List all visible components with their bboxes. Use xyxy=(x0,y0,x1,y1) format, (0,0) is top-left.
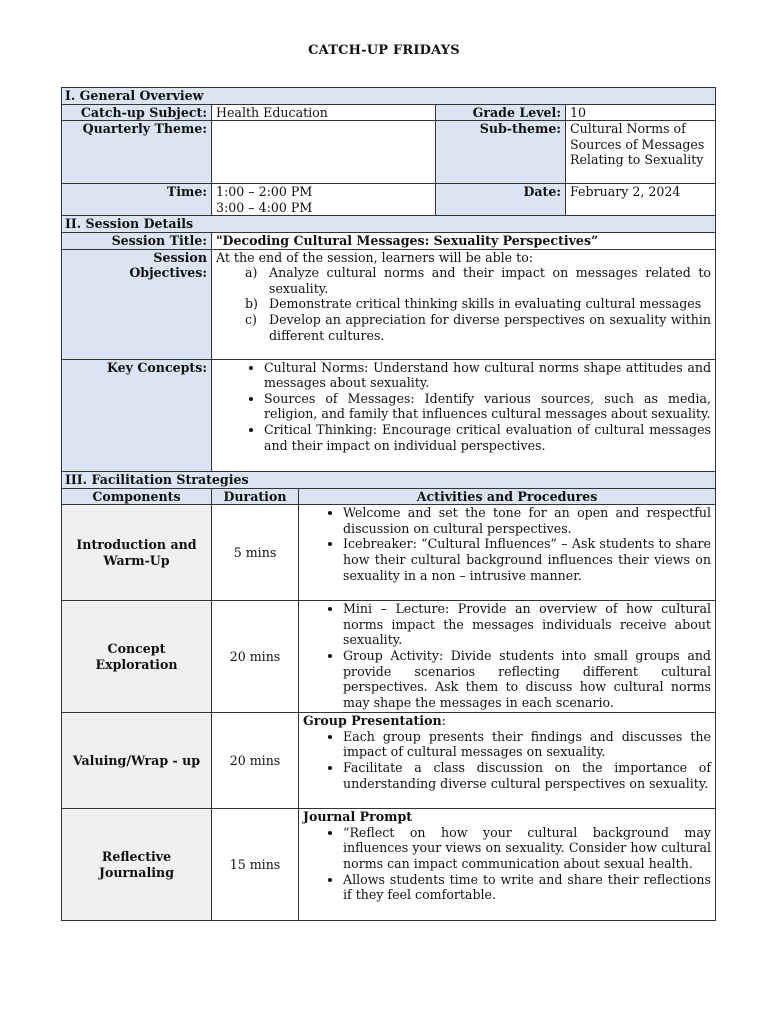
duration-cell: 15 mins xyxy=(212,809,299,921)
activity-item: • Welcome and set the tone for an open and respectful discussion on cultural perspectives. xyxy=(343,505,711,536)
time-value xyxy=(212,184,436,216)
col-activities: Activities and Procedures xyxy=(299,488,716,505)
grade-label: Grade Level: xyxy=(436,104,566,121)
component-cell: Reflective Journaling xyxy=(62,809,212,921)
activity-list xyxy=(303,825,711,903)
activity-lead: Journal Prompt xyxy=(303,809,413,825)
component-cell: Concept Exploration xyxy=(62,601,212,713)
subtheme-label: Sub-theme: xyxy=(436,121,566,184)
objective-marker: b) xyxy=(245,296,258,312)
objectives-intro: At the end of the session, learners will be able to: xyxy=(216,249,534,265)
component-cell: Valuing/Wrap - up xyxy=(62,713,212,809)
time-slot-1: 1:00 – 2:00 PM xyxy=(216,184,313,200)
objective-marker: c) xyxy=(245,311,257,327)
session-title-value: "Decoding Cultural Messages: Sexuality Perspectives” xyxy=(212,232,716,249)
section-general-heading: I. General Overview xyxy=(62,88,716,105)
activity-list xyxy=(303,505,711,583)
subject-value: Health Education xyxy=(212,104,436,121)
concepts-list xyxy=(216,360,711,454)
grade-value: 10 xyxy=(566,104,716,121)
time-slot-2: 3:00 – 4:00 PM xyxy=(216,199,313,215)
activities-cell xyxy=(299,809,716,921)
activities-cell xyxy=(299,505,716,601)
activity-item: • Facilitate a class discussion on the importance of understanding diverse cultural perspectives on sexuality. xyxy=(343,760,711,791)
table-row xyxy=(62,601,716,713)
activities-cell xyxy=(299,713,716,809)
activity-item: • Icebreaker: “Cultural Influences” – Ask students to share how their cultural background influences their views on sexuality in a non – intrusive manner. xyxy=(343,536,711,583)
objective-item xyxy=(245,311,712,343)
table-row xyxy=(62,809,716,921)
objectives-label: Session Objectives: xyxy=(62,249,212,359)
activity-item: • Mini – Lecture: Provide an overview of how cultural norms impact the messages individuals receive about sexuality. xyxy=(343,601,711,648)
activity-item: • “Reflect on how your cultural background may influences your views on sexuality. Consider how cultural norms can impact communication about sexual health. xyxy=(343,825,711,872)
date-label: Date: xyxy=(436,184,566,216)
component-cell: Introduction and Warm-Up xyxy=(62,505,212,601)
section-session-heading: II. Session Details xyxy=(62,216,716,233)
document-title: CATCH-UP FRIDAYS xyxy=(308,43,460,58)
time-label: Time: xyxy=(62,184,212,216)
session-title-label: Session Title: xyxy=(62,232,212,249)
activity-item: • Allows students time to write and share their reflections if they feel comfortable. xyxy=(343,872,711,903)
duration-cell: 20 mins xyxy=(212,713,299,809)
facilitation-table xyxy=(61,471,716,921)
concept-item: • Cultural Norms: Understand how cultural norms shape attitudes and messages about sexuality. xyxy=(264,360,711,391)
theme-label: Quarterly Theme: xyxy=(62,121,212,184)
activity-item: • Group Activity: Divide students into small groups and provide scenarios reflecting different cultural perspectives. Ask them to discuss how cultural norms may shape the messages in each scenario. xyxy=(343,648,711,710)
concept-item: • Sources of Messages: Identify various sources, such as media, religion, and family that influences cultural messages about sexuality. xyxy=(264,391,711,422)
duration-cell: 20 mins xyxy=(212,601,299,713)
activity-lead: Group Presentation: xyxy=(303,713,446,729)
activity-list xyxy=(303,601,711,710)
activity-item: • Each group presents their findings and discusses the impact of cultural messages on sexuality. xyxy=(343,729,711,760)
date-value: February 2, 2024 xyxy=(566,184,716,216)
objective-text: Demonstrate critical thinking skills in evaluating cultural messages xyxy=(269,296,702,312)
objective-text: Analyze cultural norms and their impact on messages related to sexuality. xyxy=(269,265,712,296)
objectives-list xyxy=(216,265,711,343)
section-facilitation-heading: III. Facilitation Strategies xyxy=(62,472,716,489)
objective-text: Develop an appreciation for diverse perspectives on sexuality within different cultures. xyxy=(269,311,712,343)
concepts-cell xyxy=(212,359,716,473)
activities-cell xyxy=(299,601,716,713)
objectives-cell xyxy=(212,249,716,359)
theme-value xyxy=(212,121,436,184)
col-duration: Duration xyxy=(212,488,299,505)
activity-list xyxy=(303,729,711,791)
objective-item xyxy=(245,265,712,296)
duration-cell: 5 mins xyxy=(212,505,299,601)
objective-marker: a) xyxy=(245,265,258,281)
overview-table xyxy=(61,87,716,474)
table-row xyxy=(62,505,716,601)
concepts-label: Key Concepts: xyxy=(62,359,212,473)
objective-item xyxy=(245,296,711,312)
concept-item: • Critical Thinking: Encourage critical evaluation of cultural messages and their impact on individual perspectives. xyxy=(264,422,711,453)
table-row xyxy=(62,713,716,809)
col-components: Components xyxy=(62,488,212,505)
subject-label: Catch-up Subject: xyxy=(62,104,212,121)
subtheme-value: Cultural Norms of Sources of Messages Relating to Sexuality xyxy=(566,121,716,184)
